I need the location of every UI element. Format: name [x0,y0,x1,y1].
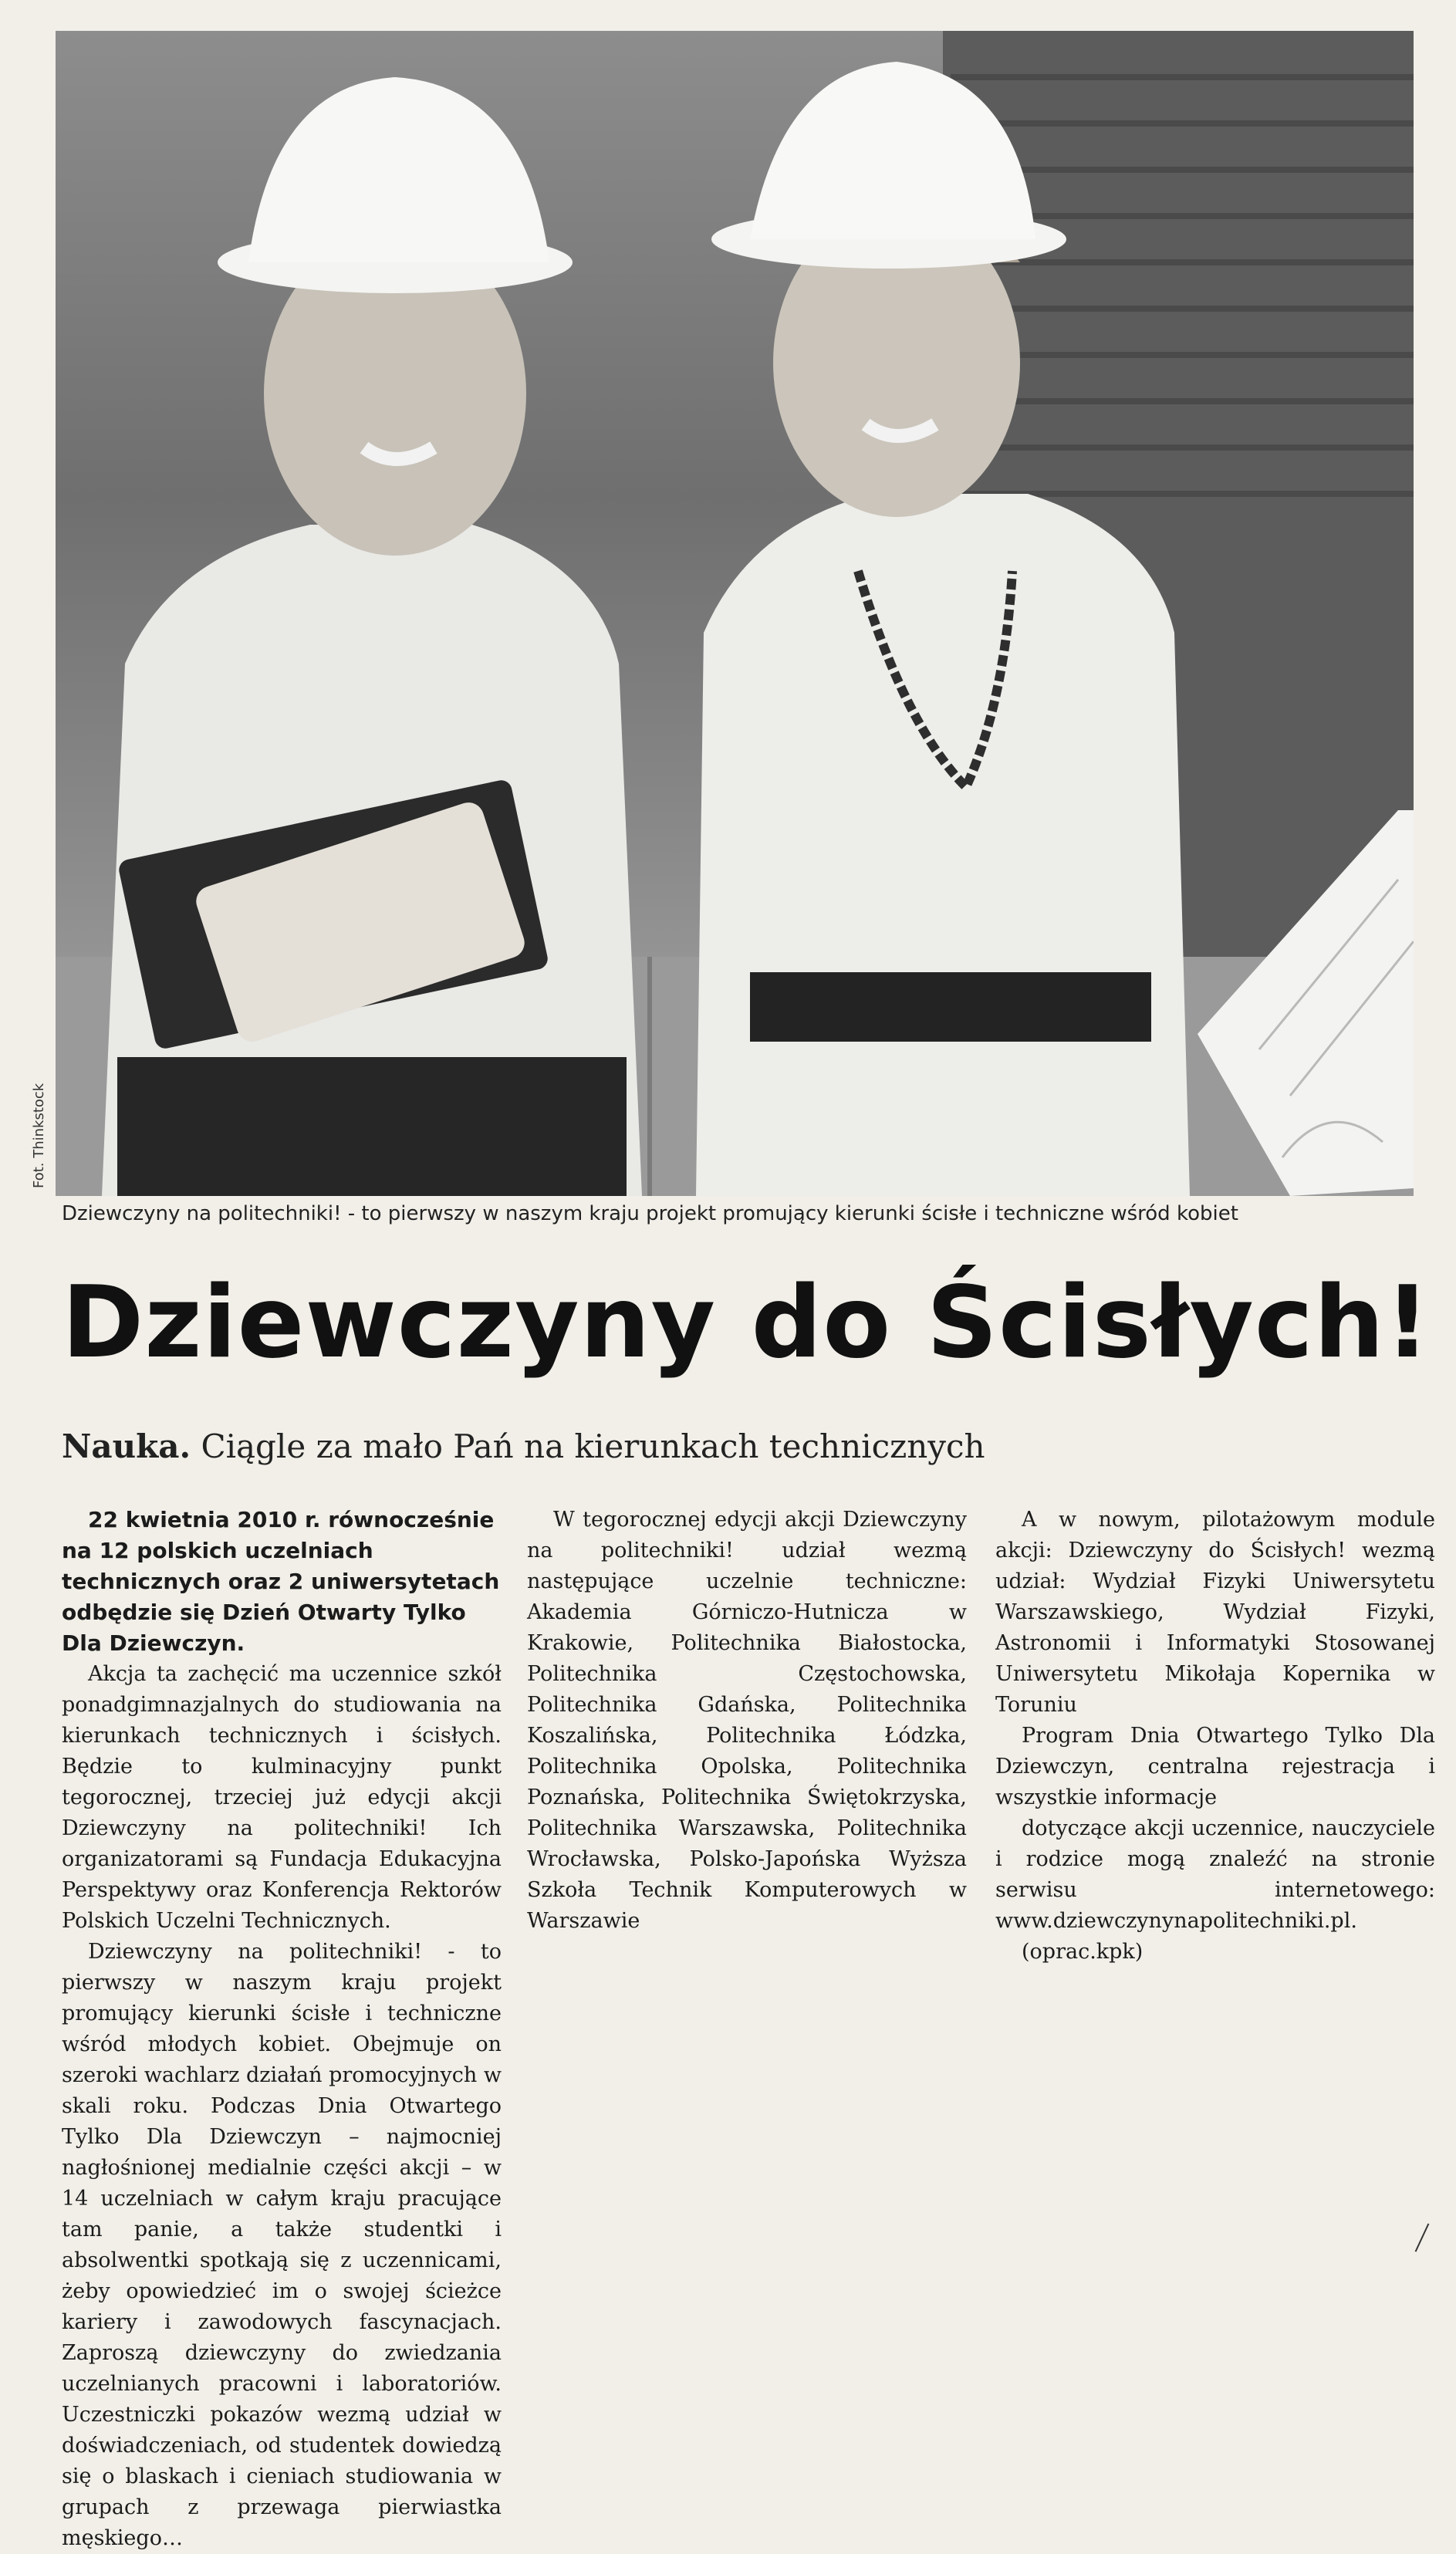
article-subheadline [62,1427,1373,1465]
left-woman-figure [102,77,642,1196]
article-headline: Dziewczyny do Ścisłych! [62,1265,1431,1380]
article-photo [56,31,1414,1196]
article-paragraph: A w nowym, pilotażowym module akcji: Dziewczyny do Ścisłych! wezmą udział: Wydział Fizyki Uniwersytetu Warszawskiego, Wydział Fizyki, Astronomii i Informatyki Stosowanej Uniwersytetu Mikołaja Kopernika w Toruniu [995,1508,1435,1717]
photo-credit: Fot. Thinkstock [31,1083,47,1188]
photo-illustration [56,31,1414,1196]
text-column-3 [995,1505,1435,1968]
page-corner-mark [1415,2223,1430,2252]
author-signoff: (oprac.kpk) [1022,1940,1144,1964]
photo-caption: Dziewczyny na politechniki! - to pierwszy w naszym kraju projekt promujący kierunki ścisłe i techniczne wśród kobiet [62,1202,1238,1225]
article-paragraph: dotyczące akcji uczennice, nauczyciele i rodzice mogą znaleźć na stronie serwisu internetowego: www.dziewczynynapolitechniki.pl. [995,1816,1435,1933]
article-lead: 22 kwietnia 2010 r. równocześnie na 12 polskich uczelniach technicznych oraz 2 uniwersytetach odbędzie się Dzień Otwarty Tylko Dla Dziewczyn. [62,1507,500,1656]
article-paragraph: Program Dnia Otwartego Tylko Dla Dziewczyn, centralna rejestracja i wszystkie informacje [995,1724,1435,1809]
article-paragraph: Akcja ta zachęcić ma uczennice szkół ponadgimnazjalnych do studiowania na kierunkach technicznych i ścisłych. Będzie to kulminacyjny punkt tegorocznej, trzeciej już edycji akcji Dziewczyny na politechniki! Ich organizatorami są Fundacja Edukacyjna Perspektywy oraz Konferencja Rektorów Polskich Uczelni Technicznych. [62,1662,502,1933]
text-column-2 [527,1505,967,1937]
subheadline-text: Ciągle za mało Pań na kierunkach technicznych [201,1427,985,1465]
section-label: Nauka. [62,1427,191,1465]
article-paragraph: Dziewczyny na politechniki! - to pierwszy w naszym kraju projekt promujący kierunki ścisłe i techniczne wśród młodych kobiet. Obejmuje on szeroki wachlarz działań promocyjnych w skali roku. Podczas Dnia Otwartego Tylko Dla Dziewczyn – najmocniej nagłośnionej medialnie części akcji – w 14 uczelniach w całym kraju pracujące tam panie, a także studentki i absolwentki spotkają się z uczennicami, żeby opowiedzieć im o swojej ścieżce kariery i zawodowych fascynacjach. Zaproszą dziewczyny do zwiedzania uczelnianych pracowni i laboratoriów. Uczestniczki pokazów wezmą udział w doświadczeniach, od studentek dowiedzą się o blaskach i cieniach studiowania w grupach z przewaga pierwiastka męskiego… [62,1940,502,2550]
text-column-1 [62,1505,502,2554]
article-paragraph: W tegorocznej edycji akcji Dziewczyny na politechniki! udział wezmą następujące uczelnie techniczne: Akademia Górniczo-Hutnicza w Krakowie, Politechnika Białostocka, Politechnika Częstochowska, Politechnika Gdańska, Politechnika Koszalińska, Politechnika Łódzka, Politechnika Opolska, Politechnika Poznańska, Politechnika Świętokrzyska, Politechnika Warszawska, Politechnika Wrocławska, Polsko-Japońska Wyższa Szkoła Technik Komputerowych w Warszawie [527,1508,967,1933]
